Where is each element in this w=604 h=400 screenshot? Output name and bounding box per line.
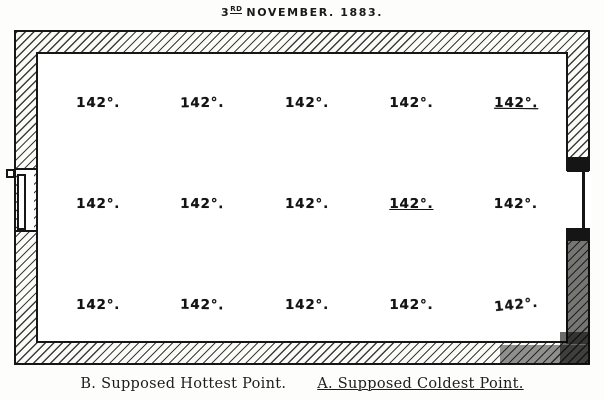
temperature-reading: 142°. — [493, 294, 539, 315]
figure-caption — [0, 376, 604, 392]
title-ordinal: RD — [230, 5, 243, 13]
wall-shading-right — [566, 241, 590, 344]
temperature-reading: 142°. — [76, 296, 121, 313]
temperature-reading: 142°. — [76, 94, 121, 111]
caption-hottest-point: B. Supposed Hottest Point. — [80, 376, 287, 392]
temperature-reading: 142°. — [389, 195, 434, 212]
right-wall-flue-opening — [566, 171, 592, 228]
temperature-reading: 142°. — [493, 195, 538, 212]
flue-jamb-bottom — [567, 228, 589, 241]
temperature-reading: 142°. — [493, 94, 538, 111]
temperature-reading: 142°. — [284, 94, 330, 111]
temperature-reading: 142°. — [180, 195, 225, 212]
door-hinge-mark — [6, 169, 15, 178]
door-leaf — [17, 174, 26, 230]
door-jamb-bottom — [14, 230, 36, 232]
flue-damper-line — [582, 171, 585, 229]
caption-coldest-point: A. Supposed Coldest Point. — [317, 376, 524, 392]
flue-jamb-top — [567, 157, 589, 172]
door-jamb-top — [14, 168, 36, 170]
title-day: 3 — [220, 6, 231, 19]
temperature-reading: 142°. — [284, 195, 330, 212]
wall-shading-corner — [560, 332, 590, 364]
temperature-reading: 142°. — [389, 94, 434, 111]
title-date: NOVEMBER. 1883. — [246, 6, 384, 19]
temperature-grid — [46, 52, 568, 355]
temperature-reading: 142°. — [389, 296, 434, 313]
temperature-reading: 142°. — [284, 296, 330, 313]
temperature-reading: 142°. — [76, 195, 121, 212]
temperature-reading: 142°. — [180, 94, 225, 111]
temperature-reading: 142°. — [180, 296, 225, 313]
figure-title — [0, 6, 604, 19]
